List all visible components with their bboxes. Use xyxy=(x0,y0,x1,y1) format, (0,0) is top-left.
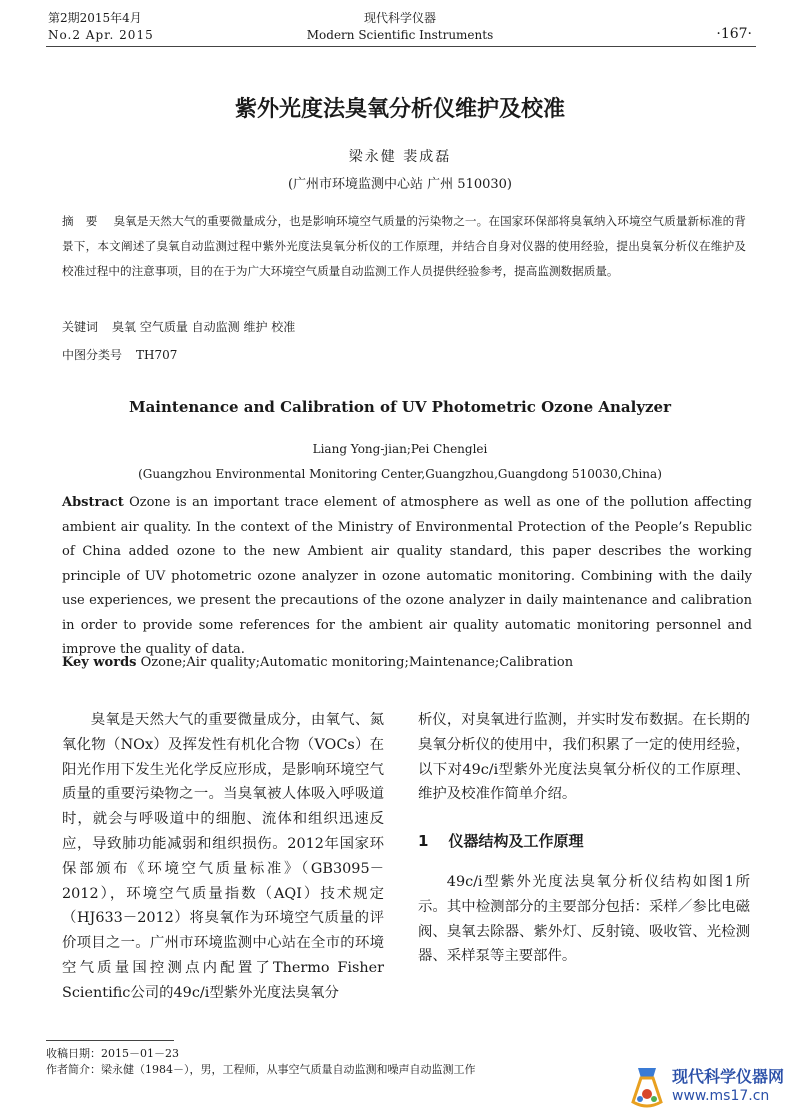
section-title: 仪器结构及工作原理 xyxy=(448,832,584,850)
abstract-cn-label: 摘要 xyxy=(62,214,110,228)
classification-cn-text: TH707 xyxy=(136,348,178,362)
classification-cn xyxy=(62,346,177,363)
body-right-paragraph-1: 析仪，对臭氧进行监测，并实时发布数据。在长期的臭氧分析仪的使用中，我们积累了一定的使用经验，以下对49c/i型紫外光度法臭氧分析仪的工作原理、维护及校准作简单介绍。 xyxy=(418,712,750,803)
body-left-paragraph: 臭氧是天然大气的重要微量成分，由氧气、氮氧化物（NOx）及挥发性有机化合物（VOCs）在阳光作用下发生光化学反应形成，是影响环境空气质量的重要污染物之一。当臭氧被人体吸入呼吸道时，就会与呼吸道中的细胞、流体和组织迅速反应，导致肺功能减弱和组织损伤。2012年国家环保部颁布《环境空气质量标准》（GB3095－2012），环境空气质量指数（AQI）技术规定（HJ633－2012）将臭氧作为环境空气质量的评价项目之一。广州市环境监测中心站在全市的环境空气质量国控测点内配置了Thermo Fisher Scientific公司的49c/i型紫外光度法臭氧分 xyxy=(62,712,384,1001)
page-number: ·167· xyxy=(716,26,752,42)
section-heading xyxy=(418,830,583,851)
paper-title: 紫外光度法臭氧分析仪维护及校准 xyxy=(234,97,565,122)
issue-en: No.2 Apr. 2015 xyxy=(48,28,154,42)
watermark-name: 现代科学仪器网 xyxy=(672,1067,785,1086)
journal-cn: 现代科学仪器 xyxy=(363,11,436,25)
journal-en: Modern Scientific Instruments xyxy=(306,28,494,42)
footnote-rule xyxy=(46,1040,174,1041)
section-number: 1 xyxy=(418,832,429,850)
keywords-en-text: Ozone;Air quality;Automatic monitoring;Maintenance;Calibration xyxy=(140,655,574,670)
abstract-en-text: Ozone is an important trace element of atmosphere as well as one of the pollution affecting ambient air quality. In the context of the Ministry of Environmental Protection of the People’s Republic of China added ozone to the new Ambient air quality standard, this paper describes the working principle of UV photometric ozone analyzer in ozone automatic monitoring. Combining with the daily use experiences, we present the precautions of the ozone analyzer in daily maintenance and calibration in order to provide some references for the ambient air quality automatic monitoring personnel and improve the quality of data. xyxy=(62,495,752,657)
watermark[interactable] xyxy=(628,1062,793,1112)
affiliation-en: (Guangzhou Environmental Monitoring Center,Guangzhou,Guangdong 510030,China) xyxy=(138,467,662,481)
classification-cn-label: 中图分类号 xyxy=(62,348,123,362)
keywords-cn xyxy=(62,318,295,335)
footnote xyxy=(46,1046,476,1078)
authors: 梁永健 裴成磊 xyxy=(348,149,452,165)
abstract-cn xyxy=(62,209,746,284)
abstract-en xyxy=(62,491,752,663)
keywords-en-label: Key words xyxy=(62,655,137,670)
authors-en: Liang Yong-jian;Pei Chenglei xyxy=(312,442,488,456)
issue-cn: 第2期2015年4月 xyxy=(48,11,142,25)
affiliation: (广州市环境监测中心站 广州 510030) xyxy=(287,177,513,192)
keywords-cn-text: 臭氧 空气质量 自动监测 维护 校准 xyxy=(112,320,296,334)
abstract-en-label: Abstract xyxy=(62,495,124,510)
watermark-url[interactable]: www.ms17.cn xyxy=(672,1088,770,1104)
keywords-cn-label: 关键词 xyxy=(62,320,99,334)
title-en: Maintenance and Calibration of UV Photometric Ozone Analyzer xyxy=(128,398,672,416)
abstract-cn-text: 臭氧是天然大气的重要微量成分，也是影响环境空气质量的污染物之一。在国家环保部将臭氧纳入环境空气质量新标准的背景下，本文阐述了臭氧自动监测过程中紫外光度法臭氧分析仪的工作原理，并结合自身对仪器的使用经验，提出臭氧分析仪在维护及校准过程中的注意事项，目的在于为广大环境空气质量自动监测工作人员提供经验参考，提高监测数据质量。 xyxy=(62,214,746,278)
footnote-received: 收稿日期：2015－01－23 xyxy=(46,1047,179,1060)
watermark-logo-icon xyxy=(628,1064,666,1108)
footnote-author-bio: 作者简介：梁永健（1984－），男，工程师，从事空气质量自动监测和噪声自动监测工作 xyxy=(46,1063,476,1076)
keywords-en xyxy=(62,655,573,670)
header-rule xyxy=(46,46,756,47)
journal-name xyxy=(0,10,800,44)
body-right-paragraph-2: 49c/i型紫外光度法臭氧分析仪结构如图1所示。其中检测部分的主要部分包括：采样／参比电磁阀、臭氧去除器、紫外灯、反射镜、吸收管、光检测器、采样泵等主要部件。 xyxy=(418,874,750,965)
